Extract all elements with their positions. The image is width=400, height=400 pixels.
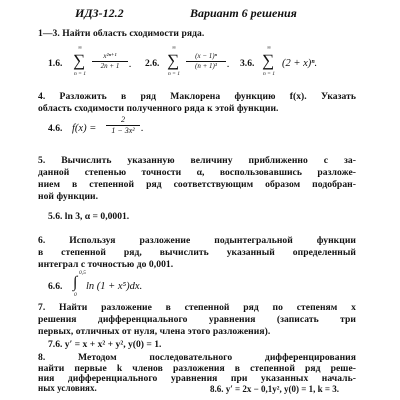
sum-sign-3: ∑ xyxy=(262,51,275,70)
problem-5-6: 5.6. ln 3, α = 0,0001. xyxy=(48,211,130,222)
fraction-1-numerator: x²ⁿ⁺¹ xyxy=(103,52,117,60)
task-4-line-1: 4. Разложить в ряд Маклорена функцию f(x). Указать xyxy=(38,91,356,102)
task-8-line-1: 8. Методом последовательного дифференцирования xyxy=(38,352,356,363)
sum-3-upper-limit: ∞ xyxy=(267,45,271,51)
task-5-line-3: нием в степенной ряд соответствующим образом подобран- xyxy=(38,179,356,190)
task-6-line-2: в степенной ряд, вычислить указанный определенный xyxy=(38,247,356,258)
sum-3-lower-limit: n = 1 xyxy=(263,71,275,77)
task-5-line-2: данной степенью точности α, воспользовавшись разложе- xyxy=(38,167,356,178)
problem-4-6-end: . xyxy=(141,123,144,134)
problem-8-6: 8.6. y′ = 2x − 0,1y², y(0) = 1, k = 3. xyxy=(210,384,339,394)
sum-2-lower-limit: n = 1 xyxy=(168,71,180,77)
task-5-line-1: 5. Вычислить указанную величину приближенно с за- xyxy=(38,155,356,166)
task-5-line-4: ной функции. xyxy=(38,191,99,202)
fraction-2-denominator: (n + 1)³ xyxy=(195,62,217,70)
task-8-line-3: ния дифференциального уравнения при указанных началь- xyxy=(38,373,356,384)
task-4-line-2: область сходимости полученного ряда к этой функции. xyxy=(38,103,279,114)
problem-4-6-number: 4.6. xyxy=(48,123,63,134)
task-1-3-heading: 1—3. Найти область сходимости ряда. xyxy=(38,28,205,39)
assignment-code: ИДЗ-12.2 xyxy=(75,6,124,20)
problem-2-6-number: 2.6. xyxy=(145,58,160,69)
fraction-2-numerator: (x − 1)ⁿ xyxy=(195,52,217,60)
fraction-2 xyxy=(186,53,226,70)
sum-2-upper-limit: ∞ xyxy=(172,45,176,51)
fraction-1 xyxy=(92,53,128,70)
problem-4-6-lhs: f(x) = xyxy=(72,123,97,134)
problem-2-6-end: . xyxy=(227,59,230,70)
problem-7-6: 7.6. y′ = x + x² + y², y(0) = 1. xyxy=(48,339,162,350)
problem-3-6-number: 3.6. xyxy=(240,58,255,69)
task-7-line-1: 7. Найти разложение в степенной ряд по степеням x xyxy=(38,302,356,313)
integral-sign: ∫ xyxy=(73,274,78,291)
fraction-4-denominator: 1 − 3x² xyxy=(111,126,135,135)
problem-3-6-expression: (2 + x)ⁿ. xyxy=(282,58,318,69)
task-8-line-4: ных условиях. xyxy=(38,383,97,393)
task-7-line-2: решения дифференциального уравнения (записать три xyxy=(38,314,356,325)
integrand: ln (1 + x⁵)dx. xyxy=(86,281,143,292)
integral-upper-limit: 0,5 xyxy=(79,270,86,276)
problem-1-6-number: 1.6. xyxy=(48,58,63,69)
variant-title: Вариант 6 решения xyxy=(190,6,297,20)
fraction-4 xyxy=(106,116,140,135)
integral-lower-limit: 0 xyxy=(74,292,77,298)
task-6-line-3: интеграл с точностью до 0,001. xyxy=(38,259,174,270)
sum-1-upper-limit: ∞ xyxy=(78,45,82,51)
task-6-line-1: 6. Используя разложение подынтегральной функции xyxy=(38,235,356,246)
fraction-1-denominator: 2n + 1 xyxy=(100,62,120,70)
sum-sign-2: ∑ xyxy=(167,51,180,70)
fraction-4-numerator: 2 xyxy=(121,115,125,124)
problem-1-6-end: . xyxy=(129,59,132,70)
task-7-line-3: первых, отличных от нуля, члена этого разложения). xyxy=(38,326,271,337)
problem-6-6-number: 6.6. xyxy=(48,281,63,292)
task-8-line-2: найти первые k членов разложения в степенной ряд реше- xyxy=(38,363,356,374)
sum-sign-1: ∑ xyxy=(73,51,86,70)
sum-1-lower-limit: n = 1 xyxy=(74,71,86,77)
